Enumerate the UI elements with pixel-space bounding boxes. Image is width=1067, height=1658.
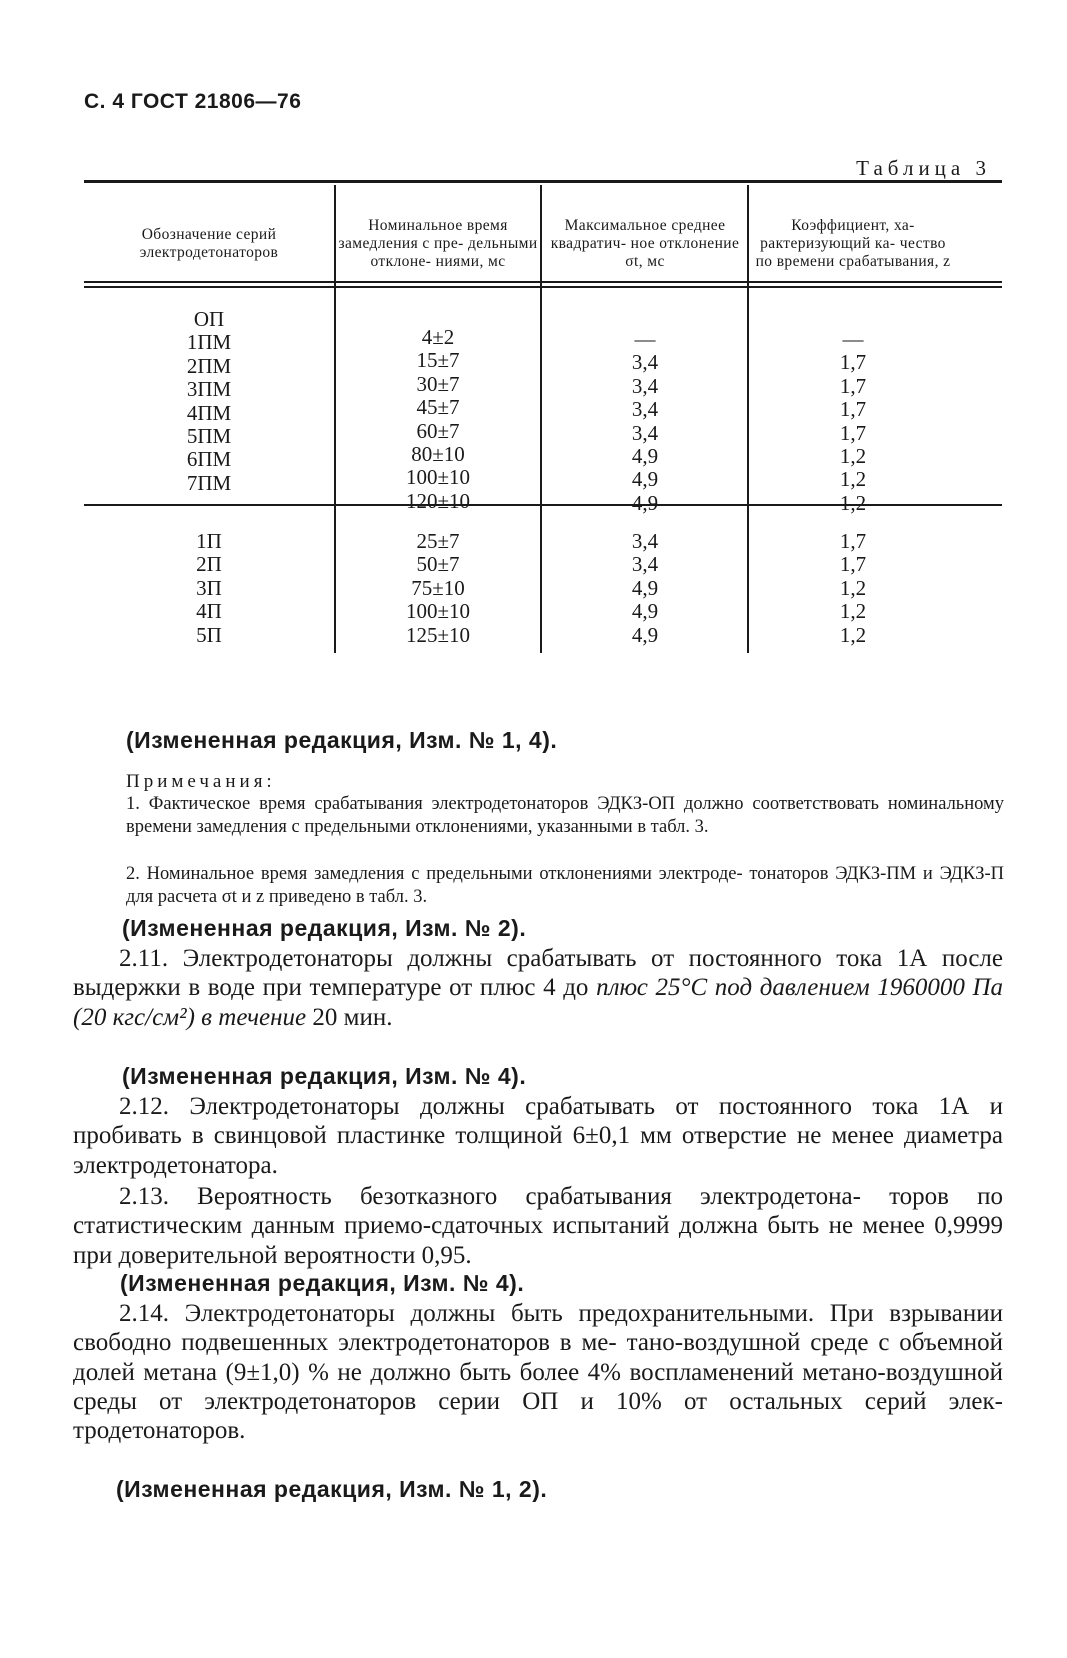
- table-cell: 1,7: [839, 373, 867, 398]
- table-cell: 4,9: [631, 575, 659, 600]
- group2-series-column: [84, 530, 334, 647]
- column-rule-3: [747, 185, 749, 653]
- table-cell: 1,7: [839, 397, 867, 422]
- table-cell: —: [842, 327, 864, 351]
- table-cell: 4,9: [631, 490, 659, 515]
- table-cell: 1,7: [839, 420, 867, 445]
- column-rule-1: [334, 185, 336, 653]
- paragraph-2-11: [73, 944, 1003, 1032]
- paragraph-2-13: [73, 1182, 1003, 1270]
- edit-note-2: (Измененная редакция, Изм. № 2).: [122, 915, 527, 941]
- table-cell: —: [634, 327, 656, 351]
- column-header-time: Номинальное время замедления с пре- дельными отклоне- ниями, мс: [338, 217, 538, 270]
- table-cell: 75±10: [411, 575, 465, 600]
- table-cell: 1,7: [839, 350, 867, 375]
- table-cell: 4,9: [631, 599, 659, 624]
- table-cell: 1,2: [839, 575, 867, 600]
- table-cell: 120±10: [405, 488, 471, 513]
- table-cell: 3,4: [631, 529, 659, 553]
- paragraph-2-14-text: 2.14. Электродетонаторы должны быть предохранительными. При взрывании свободно подвешенных электродетонаторов в ме- тано-воздушной среде с объемной долей метана (9±1,0) % не должно быть более 4% воспламенений метано-воздушной среды от электродетонаторов серии ОП и 10% от остальных серий элек- тродетонаторов.: [73, 1300, 1003, 1445]
- group1-z-column: [752, 328, 954, 515]
- table-cell: 5ПМ: [186, 423, 232, 448]
- table-cell: 45±7: [416, 395, 460, 420]
- notes-title: Примечания:: [126, 771, 276, 792]
- group2-time-column: [338, 530, 538, 647]
- edit-note-4: (Измененная редакция, Изм. № 4).: [120, 1270, 525, 1296]
- page-header: С. 4 ГОСТ 21806—76: [84, 90, 302, 113]
- table-cell: 7ПМ: [186, 470, 232, 495]
- table-cell: 125±10: [405, 622, 471, 647]
- paragraph-2-13-text: 2.13. Вероятность безотказного срабатывания электродетона- торов по статистическим данным приемо-сдаточных испытаний должна быть не менее 0,9999 при доверительной вероятности 0,95.: [73, 1183, 1003, 1269]
- note-1-text: 1. Фактическое время срабатывания электродетонаторов ЭДКЗ-ОП должно соответствовать номинальному времени замедления с предельными отклонениями, указанными в табл. 3.: [126, 794, 1004, 837]
- table-cell: 1,2: [839, 622, 867, 647]
- table-cell: 100±10: [405, 599, 471, 624]
- group1-time-column: [338, 326, 538, 513]
- note-2-text: 2. Номинальное время замедления с предельными отклонениями электроде- тонаторов ЭДКЗ-ПМ и ЭДКЗ-П для расчета σt и z приведено в табл. 3.: [126, 864, 1004, 907]
- table-cell: 3П: [196, 575, 222, 600]
- table-cell: 80±10: [411, 441, 465, 466]
- table-cell: 50±7: [416, 552, 460, 577]
- table-cell: 15±7: [416, 348, 460, 373]
- table-cell: 6ПМ: [186, 447, 232, 472]
- table-cell: 1,2: [839, 490, 867, 515]
- column-header-sigma: Максимальное среднее квадратич- ное отклонение σt, мс: [550, 217, 740, 270]
- paragraph-2-11-text-b: плюс 25°С под давлением 1960000 Па (20 кгс/см²) в течение: [73, 974, 1004, 1031]
- table-cell: 3,4: [631, 397, 659, 422]
- table-cell: 4,9: [631, 622, 659, 647]
- table-cell: 2П: [196, 552, 222, 577]
- table-cell: ОП: [193, 307, 225, 331]
- column-header-series: Обозначение серий электродетонаторов: [139, 226, 279, 261]
- paragraph-2-11-text-c: 20 мин.: [312, 1003, 393, 1031]
- paragraph-2-12: [73, 1092, 1003, 1180]
- note-1: [79, 793, 1004, 839]
- table-cell: 5П: [196, 622, 222, 647]
- table-cell: 4П: [196, 599, 222, 624]
- table-top-rule: [84, 180, 1002, 183]
- group1-sigma-column: [544, 328, 746, 515]
- table-cell: 1,2: [839, 467, 867, 492]
- edit-note-3: (Измененная редакция, Изм. № 4).: [122, 1063, 527, 1089]
- column-header-z: Коэффициент, ха- рактеризующий ка- чество по времени срабатывания, z: [755, 217, 951, 270]
- table-cell: 2ПМ: [186, 353, 232, 378]
- table-cell: 60±7: [416, 418, 460, 443]
- column-rule-2: [540, 185, 542, 653]
- edit-note-1: (Измененная редакция, Изм. № 1, 4).: [126, 727, 558, 753]
- table-cell: 4,9: [631, 443, 659, 468]
- group2-sigma-column: [544, 530, 746, 647]
- table-cell: 100±10: [405, 465, 471, 490]
- table-cell: 1,7: [839, 529, 867, 553]
- table-cell: 3,4: [631, 420, 659, 445]
- paragraph-2-11-text-a: 2.11. Электродетонаторы должны срабатывать от постоянного тока 1А после выдержки в воде при температуре от плюс 4 до: [73, 945, 1003, 1002]
- note-2: [79, 863, 1004, 909]
- group1-series-column: [84, 308, 334, 495]
- table-cell: 1,7: [839, 552, 867, 577]
- table-cell: 3,4: [631, 350, 659, 375]
- table-cell: 1,2: [839, 443, 867, 468]
- table-caption: Таблица 3: [856, 156, 991, 180]
- group2-z-column: [752, 530, 954, 647]
- table-cell: 3ПМ: [186, 377, 232, 402]
- table-cell: 25±7: [416, 529, 460, 553]
- table-cell: 1,2: [839, 599, 867, 624]
- table-cell: 3,4: [631, 552, 659, 577]
- table-cell: 3,4: [631, 373, 659, 398]
- table-3: [84, 180, 1002, 690]
- table-cell: 1П: [196, 529, 222, 553]
- table-cell: 30±7: [416, 371, 460, 396]
- table-cell: 4ПМ: [186, 400, 232, 425]
- paragraph-2-12-text: 2.12. Электродетонаторы должны срабатывать от постоянного тока 1А и пробивать в свинцовой пластинке толщиной 6±0,1 мм отверстие не менее диаметра электродетонатора.: [73, 1093, 1003, 1179]
- table-cell: 4±2: [421, 325, 455, 349]
- edit-note-5: (Измененная редакция, Изм. № 1, 2).: [116, 1476, 548, 1502]
- paragraph-2-14: [73, 1299, 1003, 1445]
- table-cell: 1ПМ: [186, 330, 232, 355]
- table-cell: 4,9: [631, 467, 659, 492]
